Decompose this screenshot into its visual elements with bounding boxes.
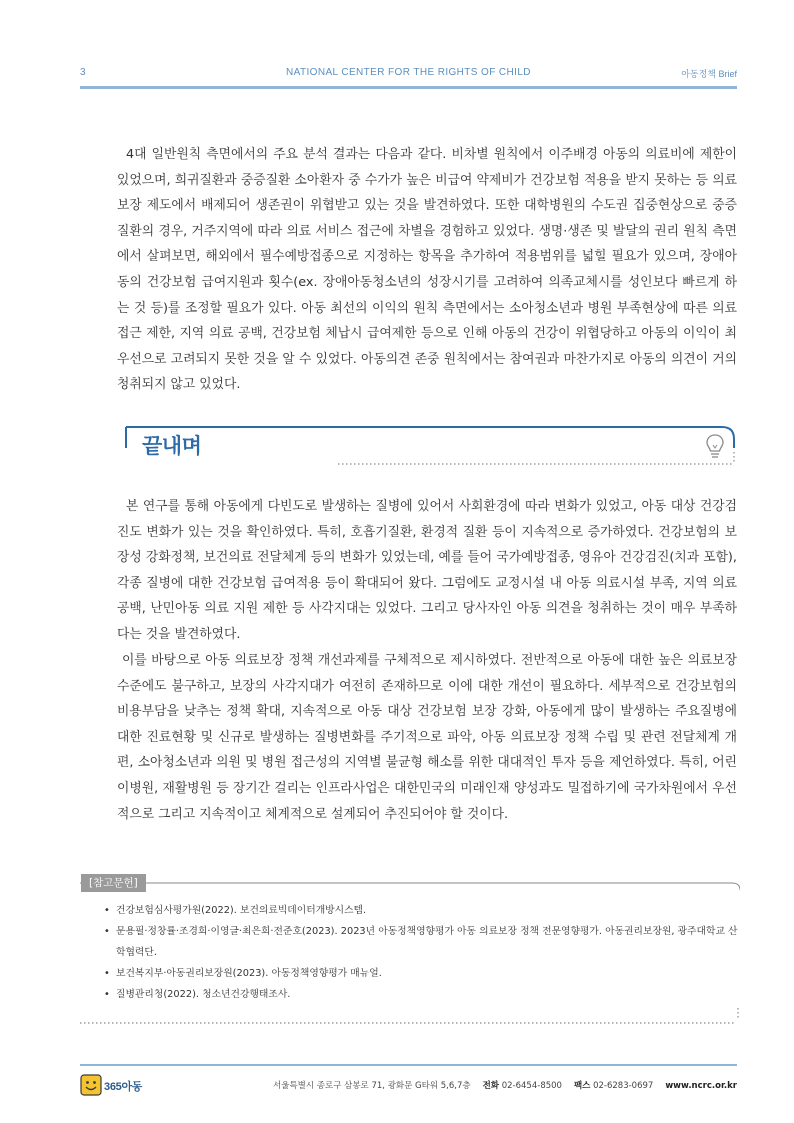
footer-phone: 02-6454-8500 [501, 1081, 562, 1091]
reference-item: • 건강보험심사평가원(2022). 보건의료빅데이터개방시스템. [102, 900, 738, 921]
closing-paragraph-1: 본 연구를 통해 아동에게 다빈도로 발생하는 질병에 있어서 사회환경에 따라 변화가 있었고, 아동 대상 건강검진도 변화가 있는 것을 확인하였다. 특히, 호흡기질환, 환경적 질환 등이 지속적으로 증가하였다. 건강보험의 보장성 강화정책, 보건의료 전달체계 등의 변화가 있었는데, 예를 들어 국가예방접종, 영유아 건강검진(치과 포함), 각종 질병에 대한 건강보험 급여적용 등이 확대되어 왔다. 그럼에도 교정시설 내 아동 의료시설 부족, 지역 의료 공백, 난민아동 의료 지원 제한 등 사각지대는 있었다. 그리고 당사자인 아동 의견을 청취하는 것이 매우 부족하다는 것을 발견하였다. [117, 499, 737, 642]
header-title: NATIONAL CENTER FOR THE RIGHTS OF CHILD [286, 67, 531, 78]
lightbulb-icon [704, 432, 726, 462]
logo-text: 365아동 [104, 1081, 143, 1093]
page-header [80, 64, 737, 90]
section-frame [118, 418, 740, 474]
header-brief: 아동정책 Brief [681, 69, 737, 79]
footer-divider [80, 1064, 737, 1066]
references-list [102, 900, 738, 1005]
header-divider [80, 86, 737, 89]
reference-item: • 문용필·정창률·조경희·이영글·최은희·전준호(2023). 2023년 아동정책영향평가 아동 의료보장 정책 전문영향평가. 아동권리보장원, 광주대학교 산학협력단. [102, 921, 738, 963]
section-header [118, 418, 740, 474]
logo [80, 1073, 170, 1097]
closing-paragraph-2: 이를 바탕으로 아동 의료보장 정책 개선과제를 구체적으로 제시하였다. 전반적으로 아동에 대한 높은 의료보장 수준에도 불구하고, 보장의 사각지대가 여전히 존재하므로 이에 대한 개선이 필요하다. 세부적으로 건강보험의 비용부담을 낮추는 정책 확대, 지속적으로 아동 대상 건강보험 보장 강화, 아동에게 많이 발생하는 주요질병에 대한 진료현황 및 신규로 발생하는 질병변화를 주기적으로 파악, 아동 의료보장 정책 수립 및 관련 전달체계 개편, 소아청소년과 의원 및 병원 접근성의 지역별 불균형 해소를 위한 대대적인 투자 등을 제언하였다. 특히, 어린이병원, 재활병원 등 장기간 걸리는 인프라사업은 대한민국의 미래인재 양성과도 밀접하기에 국가차원에서 우선적으로 그리고 지속적이고 체계적으로 설계되어 추진되어야 할 것이다. [117, 653, 737, 822]
reference-item: • 질병관리청(2022). 청소년건강행태조사. [102, 984, 738, 1005]
footer-fax-label: 팩스 [573, 1081, 591, 1091]
footer-website-link[interactable]: www.ncrc.or.kr [665, 1081, 737, 1091]
page-footer [80, 1072, 737, 1100]
footer-phone-label: 전화 [482, 1081, 500, 1091]
reference-item: • 보건복지부·아동권리보장원(2023). 아동정책영향평가 매뉴얼. [102, 963, 738, 984]
references-tag: [참고문헌] [81, 874, 146, 892]
logo-smile-icon [80, 1074, 102, 1096]
page-number: 3 [80, 67, 86, 78]
references-box [76, 872, 740, 1026]
footer-fax: 02-6283-0697 [593, 1081, 654, 1091]
footer-address: 서울특별시 종로구 삼봉로 71, 광화문 G타워 5,6,7층 [273, 1081, 471, 1091]
footer-contact [273, 1079, 737, 1091]
section-title: 끝내며 [142, 434, 202, 458]
body-paragraph: 4대 일반원칙 측면에서의 주요 분석 결과는 다음과 같다. 비차별 원칙에서 이주배경 아동의 의료비에 제한이 있었으며, 희귀질환과 중증질환 소아환자 중 수가가 높은 비급여 약제비가 건강보험 적용을 받지 못하는 등 의료보장 제도에서 배제되어 생존권이 위협받고 있는 것을 발견하였다. 또한 대학병원의 수도권 집중현상으로 중증질환의 경우, 거주지역에 따라 의료 서비스 접근에 차별을 경험하고 있었다. 생명·생존 및 발달의 권리 원칙 측면에서 살펴보면, 해외에서 필수예방접종으로 지정하는 항목을 추가하여 적용범위를 넓힐 필요가 있으며, 장애아동의 건강보험 급여지원과 횟수(ex. 장애아동청소년의 성장시기를 고려하여 의족교체시를 성인보다 빠르게 하는 것 등)를 조정할 필요가 있다. 아동 최선의 이익의 원칙 측면에서는 소아청소년과 병원 부족현상에 따른 의료접근 제한, 지역 의료 공백, 건강보험 체납시 급여제한 등으로 인해 아동의 건강이 위협당하고 아동의 이익이 최우선으로 고려되지 못한 것을 알 수 있었다. 아동의견 존중 원칙에서는 참여권과 마찬가지로 아동의 의견이 거의 청취되지 않고 있었다. [117, 147, 737, 393]
